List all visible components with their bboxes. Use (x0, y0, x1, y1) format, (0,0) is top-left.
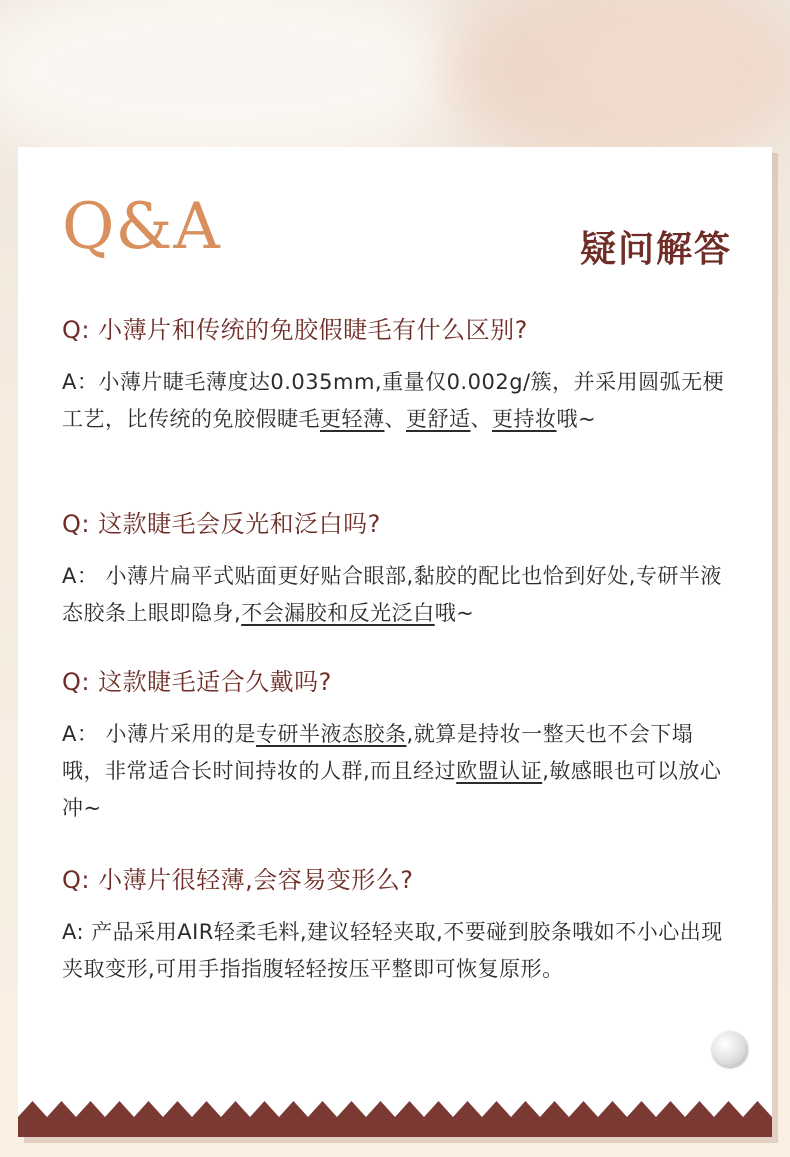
question: Q: 小薄片和传统的免胶假睫毛有什么区别? (62, 316, 528, 344)
answer-text: 、 (384, 407, 406, 432)
faq-card (18, 147, 772, 1137)
question: Q: 小薄片很轻薄,会容易变形么? (62, 866, 414, 894)
answer-text: A： 小薄片扁平式贴面更好贴合眼部,黏胶的配比也恰到好处,专研半液态胶条上眼即隐身, (62, 564, 722, 626)
faq-item-2 (62, 509, 732, 632)
answer (62, 914, 732, 988)
question: Q: 这款睫毛适合久戴吗? (62, 668, 332, 696)
zigzag-border (18, 1095, 772, 1137)
page-title: 疑问解答 (579, 229, 732, 270)
faq-item-1 (62, 315, 732, 438)
answer-text: ,就算是持妆一整天也不会下塌哦，非常适合长时间持妆的人群,而且经过 (62, 722, 694, 784)
answer-highlight: 更轻薄 (320, 407, 385, 432)
answer-text: A：小薄片睫毛薄度达0.035mm,重量仅0.002g/簇，并采用圆弧无梗工艺，比传统的免胶假睫毛 (62, 370, 725, 432)
faq-item-3 (62, 667, 732, 827)
question: Q: 这款睫毛会反光和泛白吗? (62, 510, 381, 538)
answer-text: A: 产品采用AIR轻柔毛料,建议轻轻夹取,不要碰到胶条哦如不小心出现夹取变形,可用手指指腹轻轻按压平整即可恢复原形。 (62, 920, 723, 982)
answer (62, 716, 732, 827)
answer-highlight: 更持妆 (492, 407, 557, 432)
answer-highlight: 专研半液态胶条 (256, 722, 407, 747)
answer-text: 、 (470, 407, 492, 432)
answer-highlight: 更舒适 (406, 407, 471, 432)
scroll-top-button[interactable] (712, 1031, 748, 1067)
answer (62, 364, 732, 438)
answer-text: A： 小薄片采用的是 (62, 722, 257, 747)
answer-text: 哦~ (556, 407, 597, 432)
answer-text: 哦~ (434, 601, 475, 626)
background-glow (0, 0, 480, 170)
answer-text: ,敏感眼也可以放心冲~ (62, 759, 722, 821)
background-glow (560, 10, 760, 130)
qa-logo: Q&A (62, 190, 221, 264)
answer (62, 558, 732, 632)
answer-highlight: 欧盟认证 (456, 759, 543, 784)
answer-highlight: 不会漏胶和反光泛白 (241, 601, 435, 626)
faq-item-4 (62, 865, 732, 988)
